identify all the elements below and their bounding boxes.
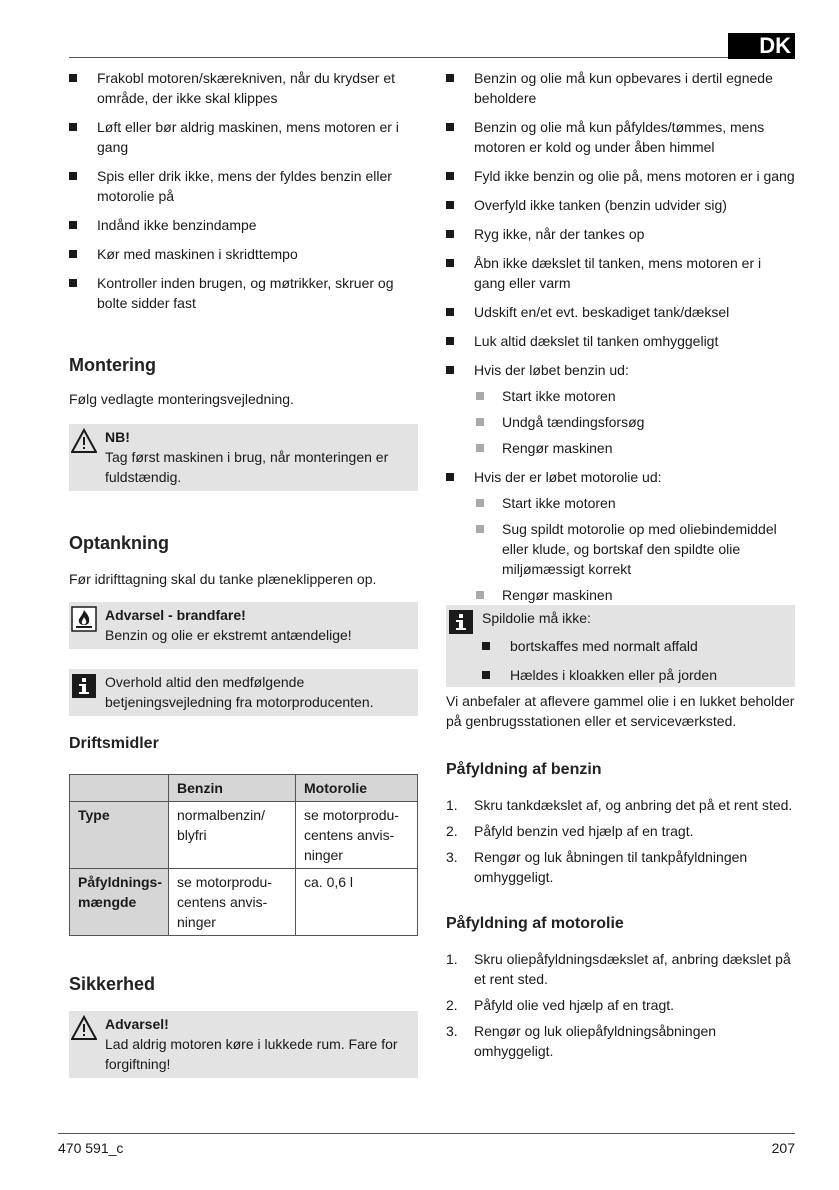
warning-triangle-icon <box>71 1015 97 1041</box>
sub-list-item: Sug spildt motorolie op med oliebindemiddel eller klude, og bortskaf den spildte olie miljømæssigt korrekt <box>474 519 795 579</box>
sikkerhed-heading: Sikkerhed <box>69 974 156 994</box>
header-rule <box>69 57 795 58</box>
oil-steps <box>446 949 795 1061</box>
list-item: Hældes i kloakken eller på jorden <box>482 665 787 685</box>
info-icon <box>448 609 474 635</box>
safety-list-right <box>446 68 795 605</box>
right-column <box>446 68 795 1067</box>
list-item: Frakobl motoren/skærekniven, når du krydser et område, der ikke skal klippes <box>69 68 418 108</box>
fuel-table <box>69 774 418 936</box>
list-item <box>446 467 795 605</box>
sub-list-item: Start ikke motoren <box>474 386 795 406</box>
warning-triangle-icon <box>71 428 97 454</box>
note-title: NB! <box>105 429 130 445</box>
table-header-row <box>70 775 418 802</box>
list-item: Løft eller bør aldrig maskinen, mens motoren er i gang <box>69 117 418 157</box>
optankning-text: Før idrifttagning skal du tanke plæneklipperen op. <box>69 571 377 587</box>
warning-title: Advarsel - brandfare! <box>105 607 246 623</box>
oil-fill-heading: Påfyldning af motorolie <box>446 915 624 932</box>
sub-list-item: Rengør maskinen <box>474 585 795 605</box>
list-item <box>446 360 795 458</box>
spildolie-list <box>482 636 787 685</box>
sub-list-item: Undgå tændingsforsøg <box>474 412 795 432</box>
list-item: Kontroller inden brugen, og møtrikker, skruer og bolte sidder fast <box>69 273 418 313</box>
table-row <box>70 869 418 936</box>
driftsmidler-heading: Driftsmidler <box>69 735 159 752</box>
info-icon <box>71 673 97 699</box>
step-item: 3. Rengør og luk åbningen til tankpåfyldningen omhyggeligt. <box>446 849 748 885</box>
table-cell: Påfyldnings- mængde <box>70 869 169 936</box>
benzin-fill-heading: Påfyldning af benzin <box>446 761 602 778</box>
list-item: bortskaffes med normalt affald <box>482 636 787 656</box>
list-item: Indånd ikke benzindampe <box>69 215 418 235</box>
document-id: 470 591_c <box>58 1140 124 1156</box>
page-number: 207 <box>771 1140 795 1156</box>
spill-benzin-label: Hvis der løbet benzin ud: <box>474 362 629 378</box>
table-header <box>70 775 169 802</box>
table-header: Motorolie <box>296 775 418 802</box>
list-item: Luk altid dækslet til tanken omhyggeligt <box>446 331 795 351</box>
warning-text: Benzin og olie er ekstremt antændelige! <box>105 627 352 643</box>
list-item: Åbn ikke dækslet til tanken, mens motoren er i gang eller varm <box>446 253 795 293</box>
left-column <box>69 68 418 1078</box>
table-cell: ca. 0,6 l <box>296 869 418 936</box>
table-cell: se motorprodu- centens anvis- ninger <box>296 802 418 869</box>
step-item: 3. Rengør og luk oliepåfyldningsåbningen omhyggeligt. <box>446 1023 717 1059</box>
list-item: Udskift en/et evt. beskadiget tank/dæksel <box>446 302 795 322</box>
flame-icon <box>71 606 97 632</box>
footer-rule <box>58 1133 795 1134</box>
optankning-heading: Optankning <box>69 533 169 553</box>
table-cell: normalbenzin/ blyfri <box>169 802 296 869</box>
nb-note <box>69 424 418 491</box>
spill-oil-list <box>474 493 795 605</box>
list-item: Benzin og olie må kun opbevares i dertil egnede beholdere <box>446 68 795 108</box>
warning-text: Lad aldrig motoren køre i lukkede rum. Fare for forgiftning! <box>105 1036 398 1072</box>
spill-oil-label: Hvis der er løbet motorolie ud: <box>474 469 662 485</box>
sub-list-item: Rengør maskinen <box>474 438 795 458</box>
step-item: 2. Påfyld olie ved hjælp af en tragt. <box>446 997 675 1013</box>
safety-list-left <box>69 68 418 313</box>
step-item: 1. Skru tankdækslet af, og anbring det på et rent sted. <box>446 797 793 813</box>
recommend-text: Vi anbefaler at aflevere gammel olie i en lukket beholder på genbrugsstationen eller et serviceværksted. <box>446 693 795 729</box>
poison-warning <box>69 1011 418 1078</box>
table-cell: Type <box>70 802 169 869</box>
table-row <box>70 802 418 869</box>
list-item: Overfyld ikke tanken (benzin udvider sig) <box>446 195 795 215</box>
list-item: Ryg ikke, når der tankes op <box>446 224 795 244</box>
list-item: Kør med maskinen i skridttempo <box>69 244 418 264</box>
benzin-steps <box>446 795 795 887</box>
spill-benzin-list <box>474 386 795 458</box>
info-text: Overhold altid den medfølgende betjeningsvejledning fra motorproducenten. <box>105 674 374 710</box>
list-item: Spis eller drik ikke, mens der fyldes benzin eller motorolie på <box>69 166 418 206</box>
step-item: 2. Påfyld benzin ved hjælp af en tragt. <box>446 823 694 839</box>
fire-warning <box>69 602 418 649</box>
list-item: Benzin og olie må kun påfyldes/tømmes, mens motoren er kold og under åben himmel <box>446 117 795 157</box>
language-badge: DK <box>728 33 795 59</box>
step-item: 1. Skru oliepåfyldningsdækslet af, anbring dækslet på et rent sted. <box>446 951 791 987</box>
info-note <box>69 669 418 716</box>
note-title: Spildolie må ikke: <box>482 610 591 626</box>
table-header: Benzin <box>169 775 296 802</box>
list-item: Fyld ikke benzin og olie på, mens motoren er i gang <box>446 166 795 186</box>
note-text: Tag først maskinen i brug, når monteringen er fuldstændig. <box>105 449 389 485</box>
sub-list-item: Start ikke motoren <box>474 493 795 513</box>
spildolie-note <box>446 605 795 687</box>
table-cell: se motorprodu- centens anvis- ninger <box>169 869 296 936</box>
montering-heading: Montering <box>69 355 156 375</box>
warning-title: Advarsel! <box>105 1016 169 1032</box>
montering-text: Følg vedlagte monteringsvejledning. <box>69 391 294 407</box>
